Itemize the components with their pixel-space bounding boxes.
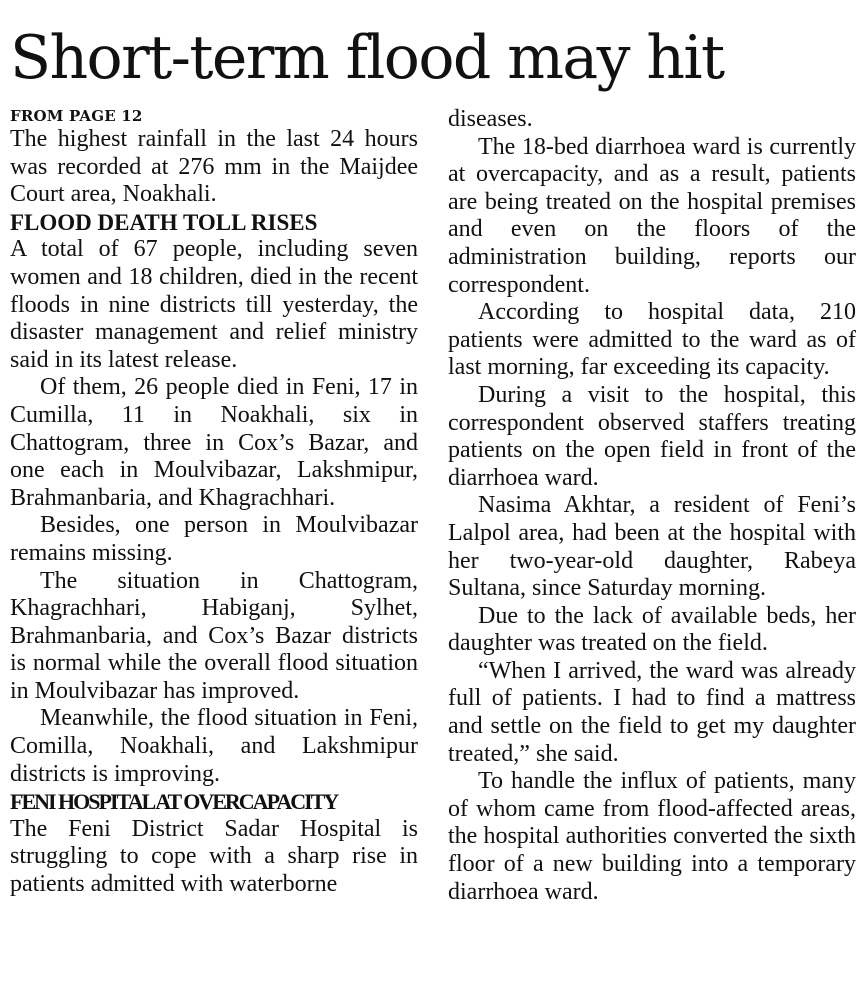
subhead-hospital: FENI HOSPITAL AT OVERCAPACITY [10, 789, 338, 815]
from-page-kicker: FROM PAGE 12 [10, 107, 143, 125]
body-paragraph: To handle the influx of patients, many of whom came from flood-affected areas, the hospital authorities converted the sixth floor of a new building into a temporary diarrhoea ward. [448, 768, 856, 905]
body-paragraph: The Feni District Sadar Hospital is struggling to cope with a sharp rise in patients admitted with waterborne [10, 815, 418, 898]
body-paragraph: “When I arrived, the ward was already full of patients. I had to find a mattress and settle on the field to get my daughter treated,” she said. [448, 657, 856, 767]
body-paragraph: A total of 67 people, including seven women and 18 children, died in the recent floods in nine districts till yesterday, the disaster management and relief ministry said in its latest release. [10, 236, 418, 373]
article-column-left [10, 106, 418, 899]
body-paragraph: During a visit to the hospital, this correspondent observed staffers treating patients on the open field in front of the diarrhoea ward. [448, 381, 856, 491]
body-paragraph: Of them, 26 people died in Feni, 17 in Cumilla, 11 in Noakhali, six in Chattogram, three in Cox’s Bazar, and one each in Moulvibazar, Lakshmipur, Brahmanbaria, and Khagrachhari. [10, 374, 418, 511]
subhead-death-toll: FLOOD DEATH TOLL RISES [10, 209, 318, 235]
body-paragraph: The 18-bed diarrhoea ward is currently at overcapacity, and as a result, patients are being treated on the hospital premises and even on the floors of the administration building, reports our correspondent. [448, 133, 856, 298]
body-paragraph: Due to the lack of available beds, her daughter was treated on the field. [448, 602, 856, 657]
body-paragraph: Meanwhile, the flood situation in Feni, Comilla, Noakhali, and Lakshmipur districts is improving. [10, 705, 418, 787]
body-paragraph-continued: diseases. [448, 106, 533, 132]
article-column-right [448, 106, 856, 906]
intro-paragraph: The highest rainfall in the last 24 hours was recorded at 276 mm in the Maijdee Court area, Noakhali. [10, 126, 418, 208]
body-paragraph: According to hospital data, 210 patients were admitted to the ward as of last morning, far exceeding its capacity. [448, 299, 856, 381]
body-paragraph: Nasima Akhtar, a resident of Feni’s Lalpol area, had been at the hospital with her two-year-old daughter, Rabeya Sultana, since Saturday morning. [448, 492, 856, 602]
body-paragraph: The situation in Chattogram, Khagrachhari, Habiganj, Sylhet, Brahmanbaria, and Cox’s Bazar districts is normal while the overall flood situation in Moulvibazar has improved. [10, 567, 418, 704]
body-paragraph: Besides, one person in Moulvibazar remains missing. [10, 512, 418, 566]
headline: Short-term flood may hit [10, 23, 724, 93]
